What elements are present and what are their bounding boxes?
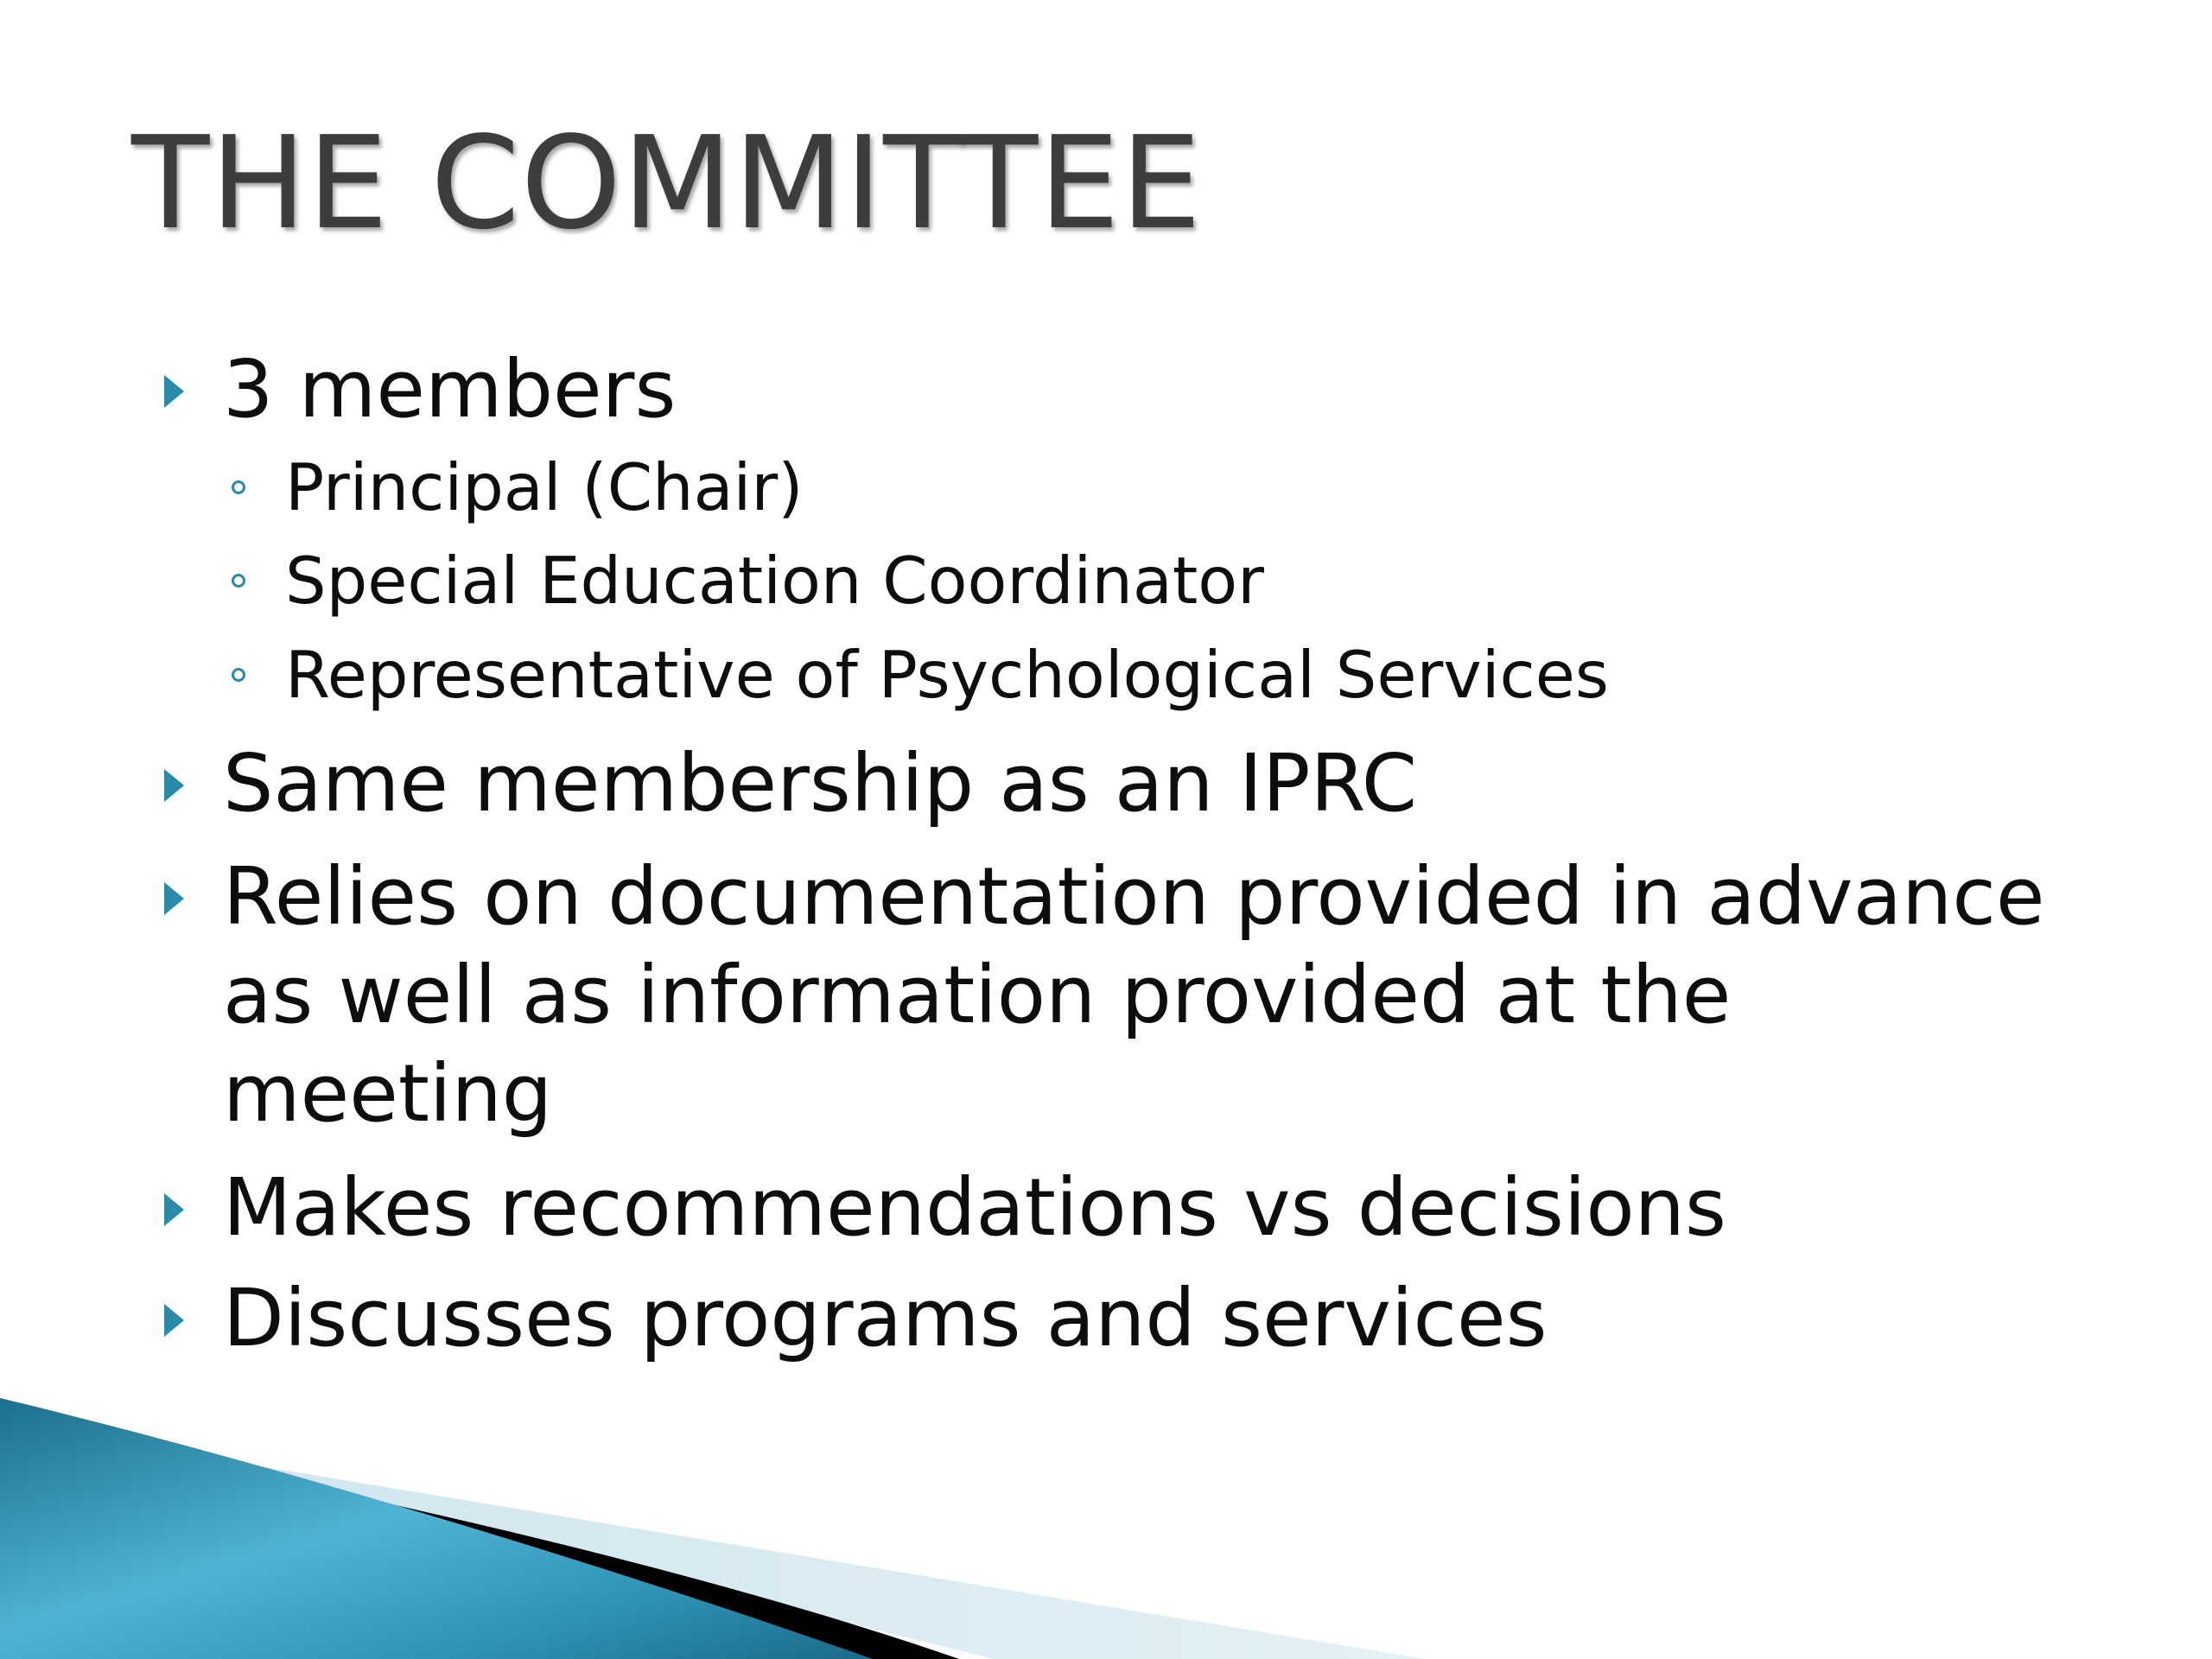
bullet-text: 3 members <box>223 343 677 435</box>
sub-bullet-text: Principal (Chair) <box>285 449 804 525</box>
bullet-text-line: as well as information provided at the <box>223 949 1732 1041</box>
bullet-text-line: meeting <box>223 1047 553 1140</box>
wave-blue-band <box>0 1398 873 1659</box>
bullet-text-line: Relies on documentation provided in advance <box>223 850 2045 943</box>
sub-bullet-text: Special Education Coordinator <box>285 543 1265 619</box>
slide-title: THE COMMITTEE <box>131 109 1203 257</box>
bullet-text: Makes recommendations vs decisions <box>223 1161 1726 1254</box>
bullet-text: Same membership as an IPRC <box>223 737 1418 830</box>
bullet-text: Discusses programs and services <box>223 1272 1548 1364</box>
sub-bullet-text: Representative of Psychological Services <box>285 637 1610 713</box>
